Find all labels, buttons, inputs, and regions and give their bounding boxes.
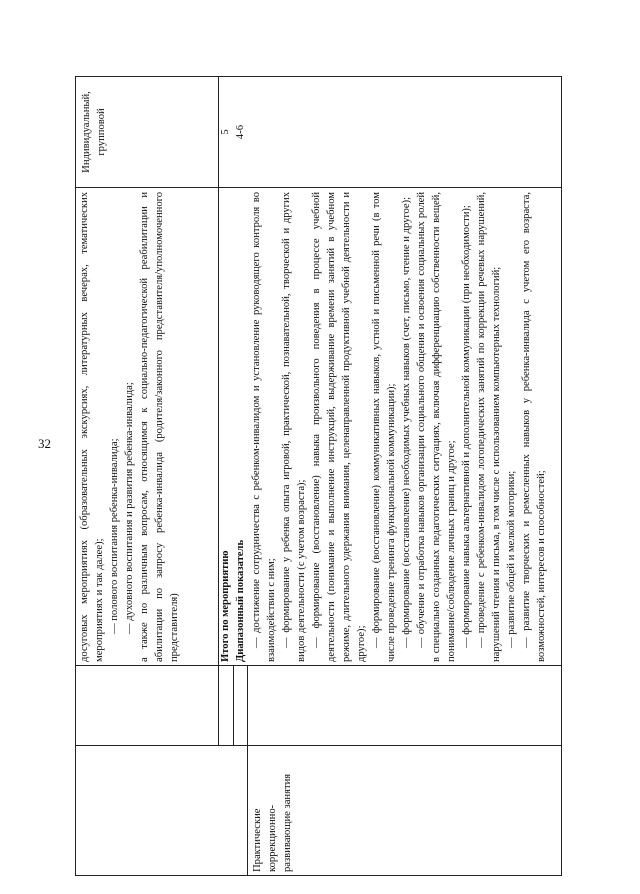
text-line: досуговых мероприятиях (образовательных экскурсиях, литературных вечерах, тематических мероприятиях и так далее);	[79, 192, 105, 662]
text-line: — проведение с ребенком-инвалидом логопедических занятий по коррекции речевых нарушений, нарушений чтения и письма, в том числе с использованием компьютерных технологий;	[476, 192, 502, 662]
text-line: — достижение сотрудничества с ребенком-инвалидом и установление руководящего контроля во взаимодействии с ним;	[251, 192, 277, 662]
total-value: 5	[220, 129, 231, 135]
page-number: 32	[38, 436, 51, 451]
bottom-row-text	[247, 188, 561, 666]
text-line: — обучение и отработка навыков организации социального общения и освоения социальных ролей в специально созданных педагогических ситуациях, включая дифференциацию собственности вещей, понимание/соблюдение личных границ и другое;	[416, 192, 457, 662]
range-label: Диапазонный показатель	[235, 539, 246, 662]
total-label: Итого по мероприятию	[220, 550, 231, 662]
form-cell: Индивидуальный, групповой	[81, 91, 107, 173]
text-line: — развитие творческих и ремесленных навыков у ребенка-инвалида с учетом его возраста, возможностей, интересов и способностей;	[521, 192, 547, 662]
text-line: — полового воспитания ребенка-инвалида;	[109, 438, 120, 634]
text-line: — формирование у ребенка опыта игровой, практической, познавательной, творческой и других видов деятельности (с учетом возраста);	[281, 192, 307, 662]
text-line: — формирование (восстановление) необходимых учебных навыков (счет, письмо, чтение и другое);	[401, 196, 412, 648]
top-row-text	[75, 188, 218, 666]
section-title: Практические коррекционно-развивающие занятия	[252, 773, 293, 872]
text-line: — духовного воспитания и развития ребенка-инвалида;	[124, 382, 135, 634]
text-line: — развитие общей и мелкой моторики;	[506, 470, 517, 648]
text-line: — формирование (восстановление) навыка произвольного поведения в процессе учебной деятельности (понимание и выполнение инструкций, выдерживание времени занятий в учебном режиме, длительного удержания внимания, целенаправленной продуктивной учебной деятельности и другое);	[311, 192, 367, 662]
rotated-table	[75, 76, 561, 876]
range-value: 4-6	[235, 124, 246, 140]
text-line: — формирование навыка альтернативной и дополнительной коммуникации (при необходимости);	[461, 205, 472, 648]
text-line: — формирование (восстановление) коммуникативных навыков, устной и письменной речи (в том числе проведение тренинга функциональной коммуникации);	[371, 192, 397, 662]
text-line: а также по различным вопросам, относящимся к социально-педагогической реабилитации и абилитации по запросу ребенка-инвалида (родителя/законного представителя/уполномоченного представителя)	[139, 192, 180, 662]
